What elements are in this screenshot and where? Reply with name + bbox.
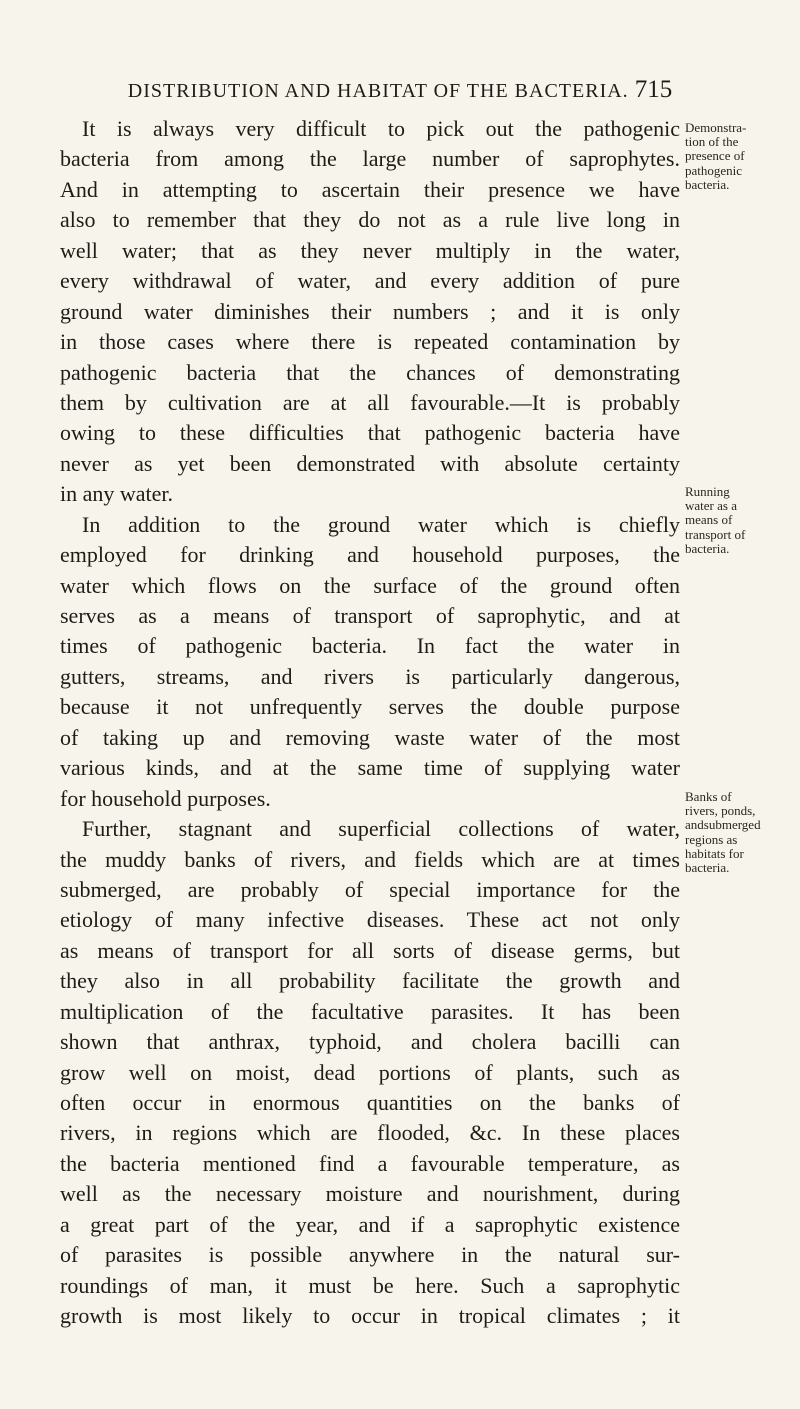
body-line: the muddy banks of rivers, and fields which are at times xyxy=(60,846,680,872)
body-line: as means of transport for all sorts of disease germs, but xyxy=(60,937,680,963)
margin-note-line: habitats for xyxy=(685,845,744,861)
body-line: water which flows on the surface of the ground often xyxy=(60,572,680,598)
body-line: also to remember that they do not as a rule live long in xyxy=(60,207,680,233)
body-line: they also in all probability facilitate the growth and xyxy=(60,968,680,994)
body-line: them by cultivation are at all favourable.—It is probably xyxy=(60,389,680,415)
body-line: shown that anthrax, typhoid, and cholera bacilli can xyxy=(60,1029,680,1055)
body-line: growth is most likely to occur in tropical climates ; it xyxy=(60,1303,680,1329)
body-line: well as the necessary moisture and nourishment, during xyxy=(60,1181,680,1207)
body-line: grow well on moist, dead portions of plants, such as xyxy=(60,1059,680,1085)
body-line: a great part of the year, and if a saprophytic existence xyxy=(60,1211,680,1237)
body-line: rivers, in regions which are flooded, &c. In these places xyxy=(60,1120,680,1146)
page-number: 715 xyxy=(634,76,673,103)
margin-note-line: water as a xyxy=(685,498,737,514)
body-line: in those cases where there is repeated contamination by xyxy=(60,329,680,355)
margin-note-line: means of xyxy=(685,512,733,528)
margin-note-line: Running xyxy=(685,484,730,499)
margin-note-line: Banks of xyxy=(685,789,732,804)
margin-note-line: regions as xyxy=(685,831,738,847)
body-line: And in attempting to ascertain their presence we have xyxy=(60,176,680,202)
body-line: for household purposes. xyxy=(60,785,271,811)
body-line: in any water. xyxy=(60,481,174,507)
margin-note-demonstration xyxy=(685,121,797,192)
margin-note-banks xyxy=(685,790,797,875)
body-line: employed for drinking and household purposes, the xyxy=(60,542,680,568)
body-line: serves as a means of transport of saprophytic, and at xyxy=(60,603,680,628)
body-line: of taking up and removing waste water of the most xyxy=(60,724,680,750)
margin-note-line: transport of xyxy=(685,526,746,542)
body-line: In addition to the ground water which is chiefly xyxy=(82,511,680,537)
body-line: pathogenic bacteria that the chances of demonstrating xyxy=(60,359,680,385)
margin-note-line: presence of xyxy=(685,148,745,164)
page-header xyxy=(0,76,800,104)
body-line: multiplication of the facultative parasites. It has been xyxy=(60,998,680,1024)
body-line: It is always very difficult to pick out the pathogenic xyxy=(82,116,680,141)
margin-note-line: Demonstra- xyxy=(685,120,747,135)
margin-note-line: pathogenic xyxy=(685,162,743,178)
body-line: of parasites is possible anywhere in the natural sur- xyxy=(60,1242,680,1268)
body-line: times of pathogenic bacteria. In fact the water in xyxy=(60,633,680,659)
body-line: well water; that as they never multiply in the water, xyxy=(60,237,680,263)
body-line: various kinds, and at the same time of supplying water xyxy=(60,755,680,781)
margin-note-line: andsubmerged xyxy=(685,817,761,833)
running-title: DISTRIBUTION AND HABITAT OF THE BACTERIA. xyxy=(127,80,629,102)
body-line: bacteria from among the large number of saprophytes. xyxy=(60,146,680,172)
body-line: ground water diminishes their numbers ; and it is only xyxy=(60,298,680,324)
margin-note-line: bacteria. xyxy=(685,540,730,556)
body-line: every withdrawal of water, and every addition of pure xyxy=(60,268,680,294)
body-line: gutters, streams, and rivers is particularly dangerous, xyxy=(60,663,680,689)
body-line: owing to these difficulties that pathogenic bacteria have xyxy=(60,420,680,446)
margin-note-running-water xyxy=(685,485,797,556)
margin-note-line: rivers, ponds, xyxy=(685,803,756,819)
body-line: the bacteria mentioned find a favourable temperature, as xyxy=(60,1150,680,1176)
body-line: never as yet been demonstrated with absolute certainty xyxy=(60,450,680,476)
body-line: roundings of man, it must be here. Such a saprophytic xyxy=(60,1272,680,1298)
margin-note-line: bacteria. xyxy=(685,176,730,192)
margin-note-line: bacteria. xyxy=(685,859,730,875)
body-line: because it not unfrequently serves the double purpose xyxy=(60,694,680,720)
body-text xyxy=(60,114,680,1332)
margin-note-line: tion of the xyxy=(685,134,739,150)
body-line: often occur in enormous quantities on the banks of xyxy=(60,1090,680,1115)
body-line: Further, stagnant and superficial collections of water, xyxy=(82,816,680,842)
body-line: submerged, are probably of special importance for the xyxy=(60,876,680,902)
body-line: etiology of many infective diseases. These act not only xyxy=(60,907,680,933)
